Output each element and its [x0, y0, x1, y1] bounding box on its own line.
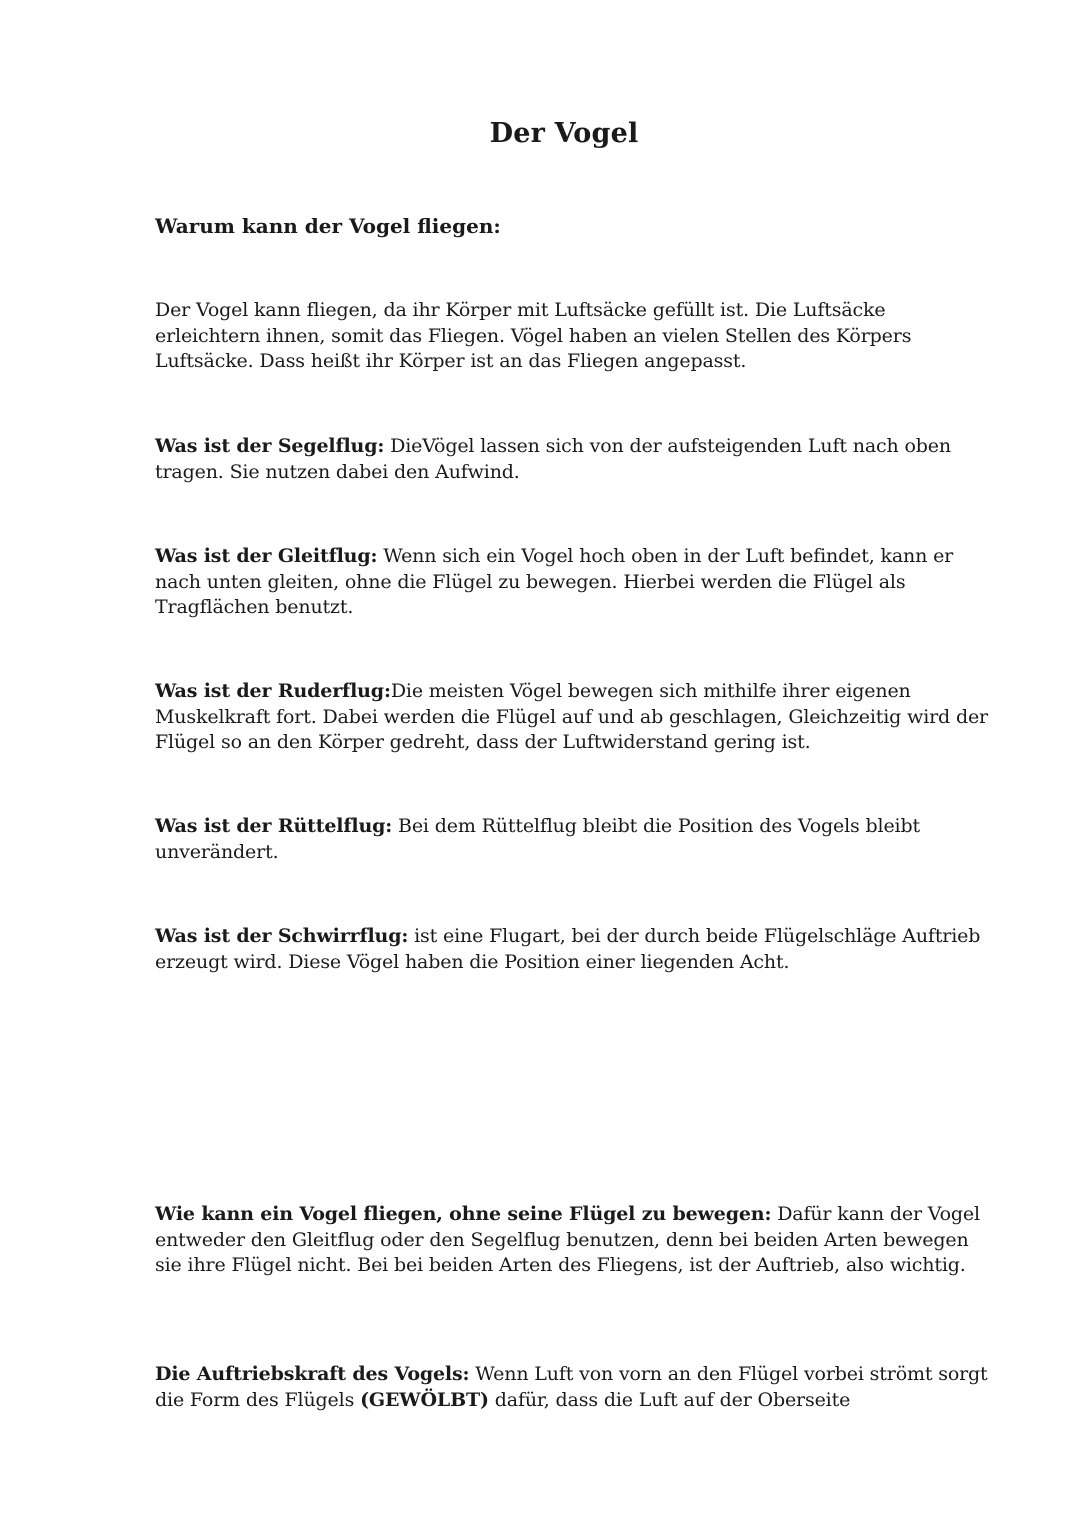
ruderflug-text: Die meisten Vögel bewegen sich mithilfe ihrer eigenen Muskelkraft fort. Dabei werden die Flügel auf und ab geschlagen, Gleichzeitig wird der Flügel so an den Körper gedreht, dass der Luftwiderstand gering ist. [155, 680, 988, 753]
intro-paragraph: Der Vogel kann fliegen, da ihr Körper mit Luftsäcke gefüllt ist. Die Luftsäcke erleichtern ihnen, somit das Fliegen. Vögel haben an vielen Stellen des Körpers Luftsäcke. Dass heißt ihr Körper ist an das Fliegen angepasst. [155, 299, 912, 372]
segelflug-text: DieVögel lassen sich von der aufsteigenden Luft nach oben tragen. Sie nutzen dabei den Aufwind. [155, 435, 951, 483]
fliegen-ohne-fluegel-term: Wie kann ein Vogel fliegen, ohne seine Flügel zu bewegen: [155, 1203, 772, 1225]
schwirrflug-text: ist eine Flugart, bei der durch beide Flügelschläge Auftrieb erzeugt wird. Diese Vögel haben die Position einer liegenden Acht. [155, 925, 981, 973]
auftriebskraft-paragraph [155, 1362, 995, 1413]
fliegen-ohne-fluegel-paragraph [155, 1202, 995, 1279]
ruettelflug-paragraph [155, 814, 995, 865]
segelflug-paragraph [155, 434, 995, 485]
schwirrflug-term: Was ist der Schwirrflug: [155, 925, 409, 947]
auftriebskraft-term: Die Auftriebskraft des Vogels: [155, 1363, 470, 1385]
ruderflug-paragraph [155, 679, 995, 756]
ruettelflug-text: Bei dem Rüttelflug bleibt die Position des Vogels bleibt unverändert. [155, 815, 920, 863]
schwirrflug-paragraph [155, 924, 995, 975]
gleitflug-term: Was ist der Gleitflug: [155, 545, 378, 567]
gleitflug-paragraph [155, 544, 995, 621]
page-title: Der Vogel [489, 118, 639, 149]
ruderflug-term: Was ist der Ruderflug: [155, 680, 391, 702]
ruettelflug-term: Was ist der Rüttelflug: [155, 815, 393, 837]
gleitflug-text: Wenn sich ein Vogel hoch oben in der Luft befindet, kann er nach unten gleiten, ohne die Flügel zu bewegen. Hierbei werden die Flügel als Tragflächen benutzt. [155, 545, 954, 618]
gewoelbt-emphasis: (GEWÖLBT) [360, 1388, 489, 1411]
segelflug-term: Was ist der Segelflug: [155, 435, 385, 457]
auftriebskraft-text-before: Wenn Luft von vorn an den Flügel vorbei strömt sorgt die Form des Flügels [155, 1363, 988, 1411]
auftriebskraft-text-after: dafür, dass die Luft auf der Oberseite [488, 1388, 851, 1411]
fliegen-ohne-fluegel-text: Dafür kann der Vogel entweder den Gleitflug oder den Segelflug benutzen, denn bei beiden Arten bewegen sie ihre Flügel nicht. Bei bei beiden Arten des Fliegens, ist der Auftrieb, also wichtig. [155, 1203, 980, 1276]
section-heading: Warum kann der Vogel fliegen: [155, 214, 501, 238]
